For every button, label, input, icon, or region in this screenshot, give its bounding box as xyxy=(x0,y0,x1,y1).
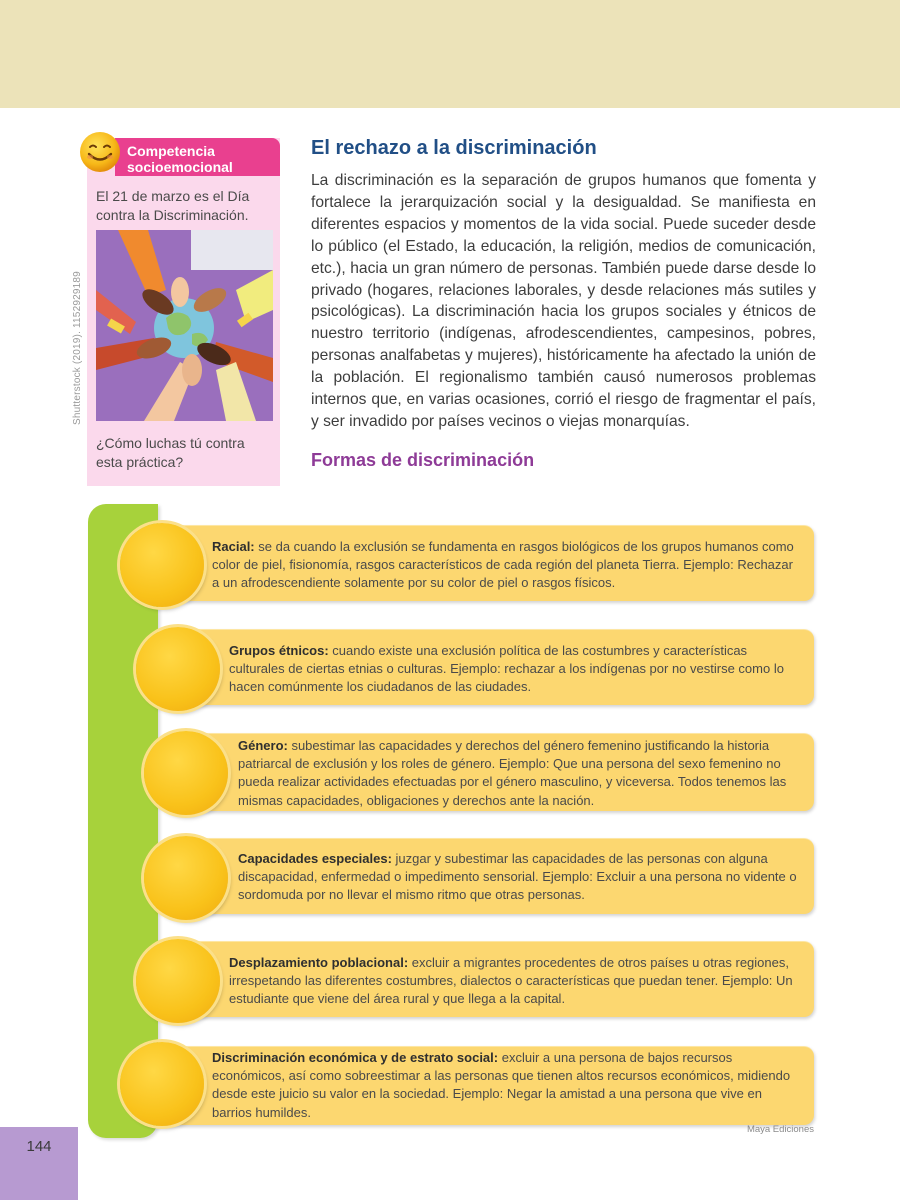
form-desc: juzgar y subestimar las capacidades de las personas con alguna discapacidad, enfermedad o impedimento sensorial. Ejemplo: Excluir a una persona no vidente o sordomuda por no llevar el mismo ritmo que otras personas. xyxy=(238,851,797,903)
form-desc: excluir a una persona de bajos recursos económicos, así como sobreestimar a las personas que tienen altos recursos económicos, midiendo desde este juicio su valor en la sociedad. Ejemplo: Negar la amistad a una persona que vive en barrios humildes. xyxy=(212,1050,791,1120)
sidebar-text-bottom: ¿Cómo luchas tú contra esta práctica? xyxy=(96,435,245,470)
section-subtitle: Formas de discriminación xyxy=(311,450,535,470)
article-title: El rechazo a la discriminación xyxy=(311,137,597,159)
timeline-dot xyxy=(144,731,228,815)
form-text xyxy=(238,737,804,810)
timeline-dot xyxy=(136,939,220,1023)
form-term: Discriminación económica y de estrato social: xyxy=(212,1050,499,1065)
sidebar-heading xyxy=(115,138,280,176)
publisher-label: Maya Ediciones xyxy=(746,1124,814,1135)
timeline-dot xyxy=(120,523,204,607)
form-desc: excluir a migrantes procedentes de otros países u otras regiones, irrespetando las diferentes costumbres, dialectos o características que puedan tener. Ejemplo: Un estudiante que viene del área rural y que llega a la capital. xyxy=(229,955,793,1007)
form-term: Desplazamiento poblacional: xyxy=(229,955,409,970)
article-body: La discriminación es la separación de grupos humanos que fomenta y fortalece la jerarquización social y la desigualdad. Se manifiesta en diferentes espacios y momentos de la vida social. Puede suceder desde lo público (el Estado, la educación, la religión, medios de comunicación, etc.), hacia un gran número de personas. También puede darse desde lo privado (hogares, relaciones laborales, y desde relaciones más sutiles y psicológicas). La discriminación hacia los grupos sociales y étnicos de nuestro territorio (indígenas, afrodescendientes, campesinos, pobres, personas analfabetas y mujeres), históricamente ha afectado la unión de la población. El regionalismo también causó numerosos problemas internos que, en varias ocasiones, corrió el riesgo de fragmentar el país, y ser invadido por países vecinos o viejas monarquías. xyxy=(311,172,816,430)
page-number: 144 xyxy=(26,1138,52,1155)
form-desc: se da cuando la exclusión se fundamenta en rasgos biológicos de los grupos humanos como color de piel, fisionomía, rasgos característicos de cada región del planeta Tierra. Ejemplo: Rechazar a un afrodescendiente solamente por su color de piel o rasgos físicos. xyxy=(212,539,794,591)
image-credit: Shutterstock (2019). 1152929189 xyxy=(72,271,83,425)
smiley-icon xyxy=(78,130,122,174)
form-term: Capacidades especiales: xyxy=(238,851,392,866)
form-text xyxy=(229,642,804,697)
sidebar-heading-line1: Competencia xyxy=(127,143,215,159)
sidebar-text-top: El 21 de marzo es el Día contra la Discriminación. xyxy=(96,188,250,223)
form-text xyxy=(229,954,804,1009)
sidebar-heading-line2: socioemocional xyxy=(127,159,233,175)
form-desc: cuando existe una exclusión política de las costumbres y características culturales de ciertas etnias o culturas. Ejemplo: rechazar a los indígenas por no vestirse como lo hacen comúnmente los ciudadanos de las ciudades. xyxy=(229,643,784,695)
timeline-dot xyxy=(120,1042,204,1126)
form-desc: subestimar las capacidades y derechos del género femenino justificando la historia patriarcal de exclusión y los roles de género. Ejemplo: Que una persona del sexo femenino no pueda realizar actividades efectuadas por el género masculino, y viceversa. Todos tenemos las mismas capacidades, obligaciones y derechos ante la nación. xyxy=(238,738,787,808)
form-term: Racial: xyxy=(212,539,255,554)
timeline-dot xyxy=(144,836,228,920)
form-text xyxy=(212,538,802,593)
form-term: Grupos étnicos: xyxy=(229,643,329,658)
timeline-dot xyxy=(136,627,220,711)
hands-globe-illustration xyxy=(96,230,273,421)
form-text xyxy=(238,850,804,905)
form-text xyxy=(212,1049,802,1122)
form-term: Género: xyxy=(238,738,288,753)
top-band xyxy=(0,0,900,108)
